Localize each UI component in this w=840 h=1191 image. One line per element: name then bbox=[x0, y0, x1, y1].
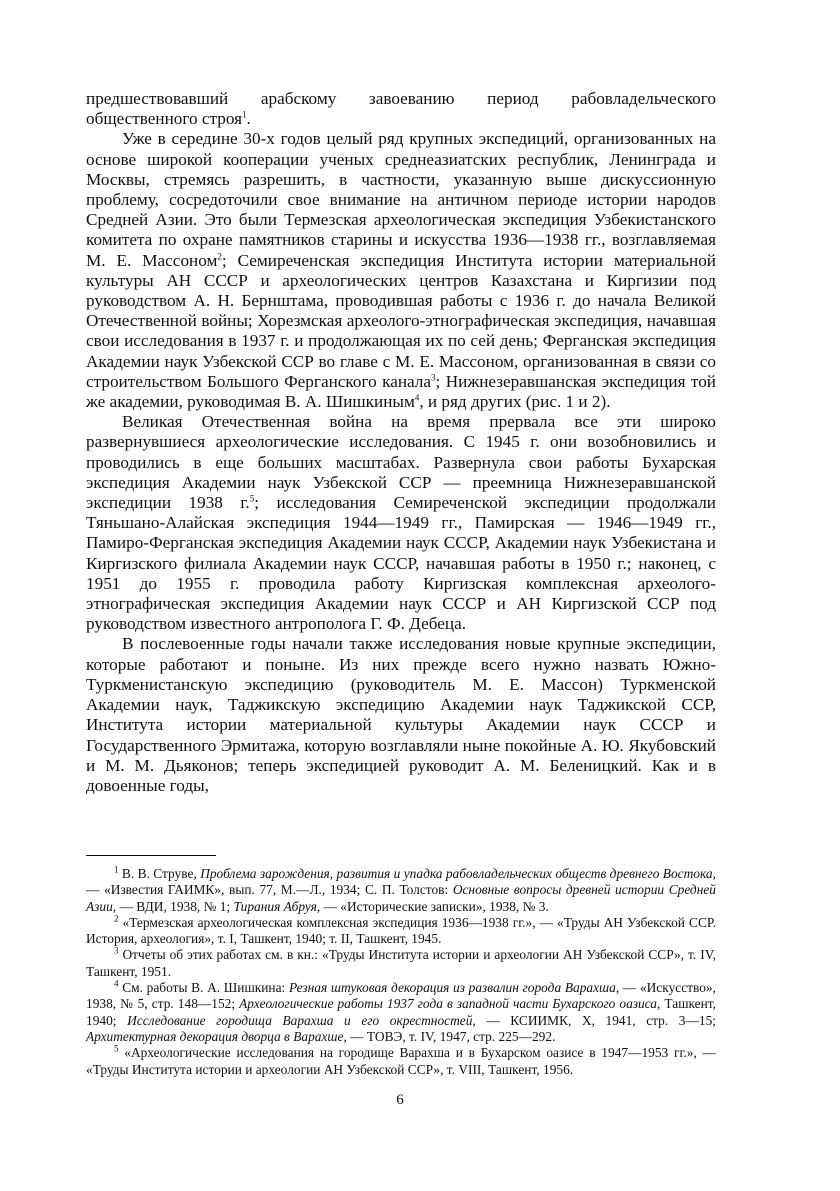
footnote-3: $^3$ Отчеты об этих работах см. в кн.: «Труды Института истории и археологии АН Узбекской ССР», т. IV, Ташкент, 1951. bbox=[86, 946, 716, 979]
footnote-ref-2: 2 bbox=[217, 250, 222, 261]
footnote-ref-1: 1 bbox=[242, 109, 247, 120]
footnote-1: $^1$ В. В. Струве, Проблема зарождения, развития и упадка рабовладельческих обществ древнего Востока, — «Известия ГАИМК», вып. 77, М.—Л., 1934; С. П. Толстов: Основные вопросы древней истории Средней Азии, — ВДИ, 1938, № 1; Тирания Абруя, — «Исторические записки», 1938, № 3. bbox=[86, 864, 716, 914]
footnotes bbox=[86, 866, 716, 1078]
footnote-ref-3: 3 bbox=[431, 372, 436, 383]
paragraph-1: предшествовавший арабскому завоеванию период рабовладельческого общественного строя$^1$. bbox=[86, 89, 716, 129]
footnote-number: 1 bbox=[114, 864, 119, 875]
footnote-ref-4: 4 bbox=[414, 392, 420, 403]
footnote-number: 5 bbox=[114, 1043, 119, 1054]
footnote-5: $^5$ «Археологические исследования на городище Варахша и в Бухарском оазисе в 1947—1953 гг.», — «Труды Института истории и археологии АН Узбекской ССР», т. VIII, Ташкент, 1956. bbox=[86, 1043, 716, 1077]
footnote-ref-5: 5 bbox=[249, 493, 255, 504]
footnote-number: 2 bbox=[114, 913, 119, 924]
footnote-4: $^4$ См. работы В. А. Шишкина: Резная штуковая декорация из развалин города Варахша, — «Искусство», 1938, № 5, стр. 148—152; Археологические работы 1937 года в западной части Бухарского оазиса, Ташкент, 1940; Исследование городища Варахша и его окрестностей, — КСИИМК, X, 1941, стр. 3—15; Архитектурная декорация дворца в Варахше, — ТОВЭ, т. IV, 1947, стр. 225—292. bbox=[86, 978, 716, 1044]
footnote-number: 3 bbox=[114, 946, 119, 957]
footnote-number: 4 bbox=[114, 978, 119, 989]
paragraph-2: Уже в середине 30-х годов целый ряд крупных экспедиций, организованных на основе широкой кооперации ученых среднеазиатских республик, Ленинграда и Москвы, стремясь разрешить, в частности, указанную выше дискуссионную проблему, сосредоточили свое внимание на античном периоде истории народов Средней Азии. Это были Термезская археологическая экспедиция Узбекистанского комитета по охране памятников старины и искусства 1936—1938 гг., возглавляемая М. Е. Массоном$^2$; Семиреченская экспедиция Института истории материальной культуры АН СССР и археологических центров Казахстана и Киргизии под руководством А. Н. Бернштама, проводившая работы с 1936 г. до начала Великой Отечественной войны; Хорезмская археолого-этнографическая экспедиция, начавшая свои исследования в 1937 г. и продолжающая их по сей день; Ферганская экспедиция Академии наук Узбекской ССР во главе с М. Е. Массоном, организованная в связи со строительством Большого Ферганского канала$^3$; Нижнезеравшанская экспедиция той же академии, руководимая В. А. Шишкиным$^4$, и ряд других (рис. 1 и 2). bbox=[86, 129, 717, 412]
paragraph-3: Великая Отечественная война на время прервала все эти широко развернувшиеся археологические исследования. С 1945 г. они возобновились и проводились в еще больших масштабах. Развернула свои работы Бухарская экспедиция Академии наук Узбекской ССР — преемница Нижнезеравшанской экспедиции 1938 г.$^5$; исследования Семиреченской экспедиции продолжали Тяньшано-Алайская экспедиция 1944—1949 гг., Памирская — 1946—1949 гг., Памиро-Ферганская экспедиция Академии наук СССР, Академии наук Узбекистана и Киргизского филиала Академии наук СССР, начавшая работы в 1950 г.; наконец, с 1951 до 1955 г. проводила работу Киргизская комплексная археолого-этнографическая экспедиция Академии наук СССР и АН Киргизской ССР под руководством известного антрополога Г. Ф. Дебеца. bbox=[86, 412, 716, 634]
page-number: 6 bbox=[396, 1092, 404, 1108]
paragraph-4: В послевоенные годы начали также исследования новые крупные экспедиции, которые работают и поныне. Из них прежде всего нужно назвать Южно-Туркменистанскую экспедицию (руководитель М. Е. Массон) Туркменской Академии наук, Таджикскую экспедицию Академии наук Таджикской ССР, Института истории материальной культуры Академии наук СССР и Государственного Эрмитажа, которую возглавляли ныне покойные А. Ю. Якубовский и М. М. Дьяконов; теперь экспедицией руководит А. М. Беленицкий. Как и в довоенные годы, bbox=[86, 634, 716, 795]
main-text bbox=[86, 89, 716, 796]
footnote-2: $^2$ «Термезская археологическая комплексная экспедиция 1936—1938 гг.», — «Труды АН Узбекской ССР. История, археология», т. I, Ташкент, 1940; т. II, Ташкент, 1945. bbox=[86, 913, 716, 947]
footnote-separator bbox=[86, 855, 216, 856]
